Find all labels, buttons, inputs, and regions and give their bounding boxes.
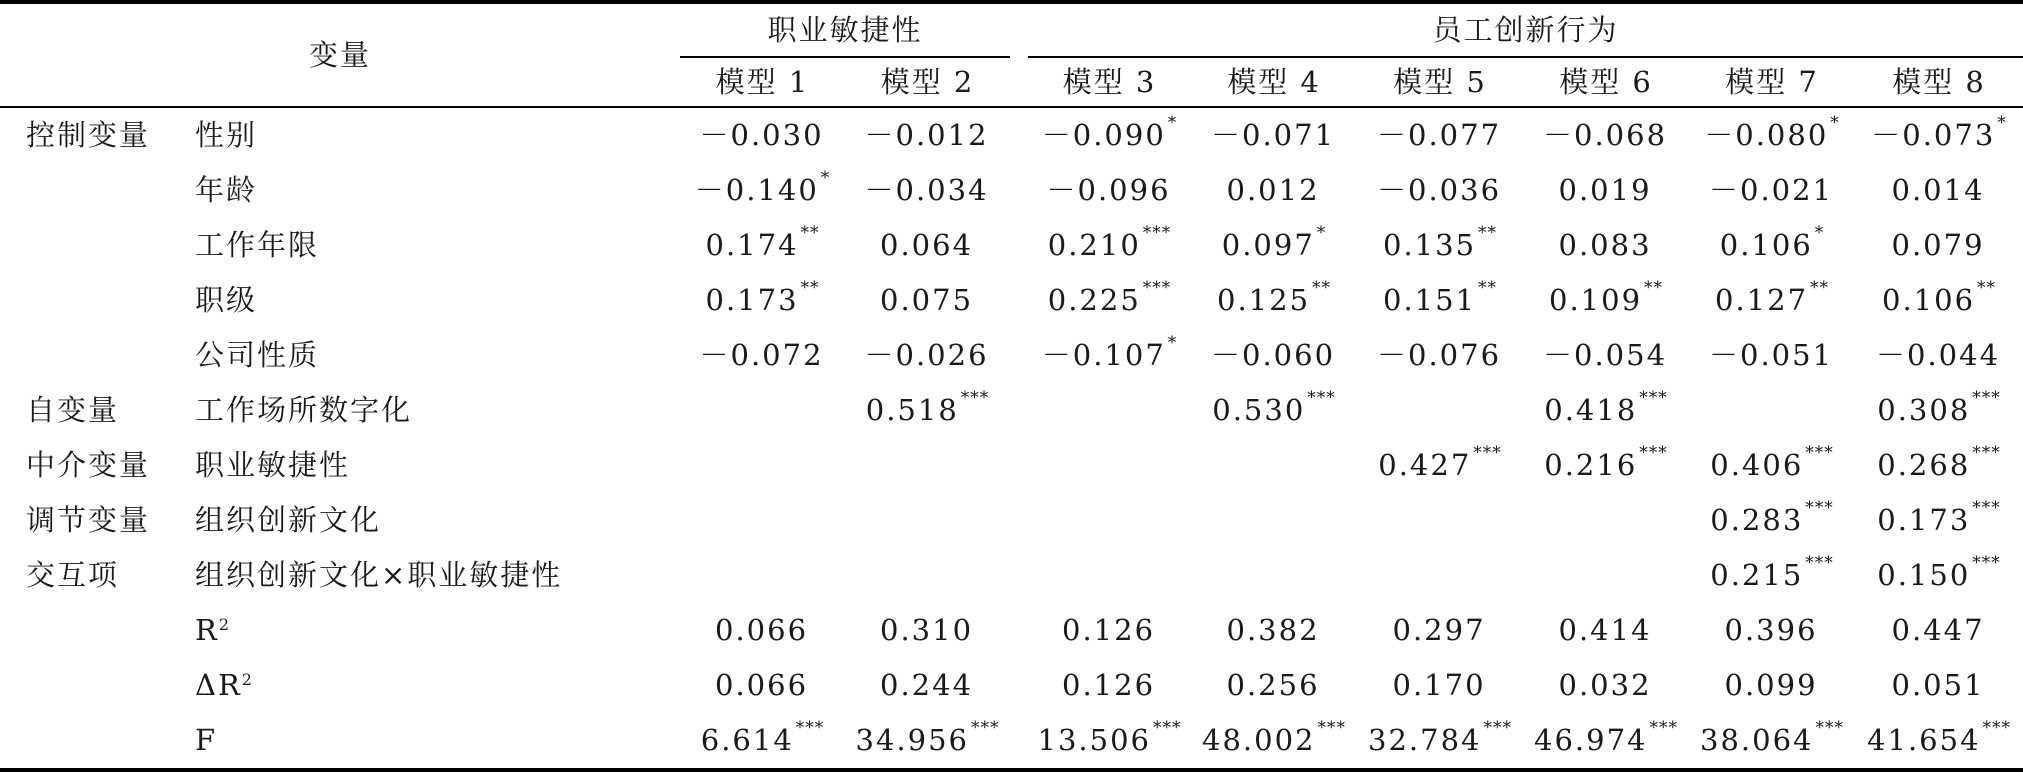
table-row <box>0 548 2023 603</box>
significance-stars: ** <box>1478 278 1498 299</box>
table-row <box>0 107 2023 163</box>
table-cell <box>1357 163 1523 218</box>
model-header: 模型 1 <box>680 57 845 107</box>
table-row <box>0 273 2023 328</box>
coefficient-value: 0.447 <box>1891 613 1985 647</box>
significance-stars: ** <box>1644 278 1664 299</box>
significance-stars: *** <box>1972 498 2001 519</box>
table-cell <box>680 493 845 548</box>
coefficient-value: 0.012 <box>1226 173 1320 207</box>
significance-stars: *** <box>1649 718 1679 739</box>
row-variable <box>195 438 680 493</box>
coefficient-value: 41.654 <box>1867 723 1981 757</box>
row-variable <box>195 713 680 770</box>
table-cell <box>680 658 845 713</box>
group-gap <box>1010 383 1028 438</box>
significance-stars: *** <box>1972 553 2001 574</box>
coefficient-value: 0.244 <box>880 668 974 702</box>
row-variable-label: F <box>195 723 218 757</box>
row-variable <box>195 218 680 273</box>
coefficient-value: 0.530 <box>1212 393 1306 427</box>
coefficient-value: 0.126 <box>1062 613 1156 647</box>
coefficient-value: 0.150 <box>1877 558 1971 592</box>
table-cell <box>1523 107 1689 163</box>
table-cell <box>1028 658 1191 713</box>
row-category <box>0 218 195 273</box>
coefficient-value: －0.026 <box>864 338 989 372</box>
coefficient-value: 0.210 <box>1047 228 1141 262</box>
model-header: 模型 2 <box>845 57 1010 107</box>
table-cell <box>1191 548 1357 603</box>
group-gap <box>1010 107 1028 163</box>
group-gap <box>1010 273 1028 328</box>
table-cell <box>1855 218 2023 273</box>
table-cell <box>1191 273 1357 328</box>
table-cell <box>1191 328 1357 383</box>
superscript: 2 <box>218 615 232 634</box>
model-header: 模型 8 <box>1855 57 2023 107</box>
group-gap <box>1010 603 1028 658</box>
row-variable <box>195 603 680 658</box>
table-cell <box>1523 603 1689 658</box>
table-cell <box>845 107 1010 163</box>
table-row <box>0 218 2023 273</box>
significance-stars: * <box>1167 333 1178 354</box>
group-gap <box>1010 713 1028 770</box>
table-cell <box>1191 658 1357 713</box>
significance-stars: *** <box>795 718 825 739</box>
significance-stars: *** <box>1142 278 1172 299</box>
row-variable <box>195 163 680 218</box>
table-cell <box>1689 383 1855 438</box>
coefficient-value: 0.083 <box>1558 228 1652 262</box>
row-category <box>0 328 195 383</box>
coefficient-value: 0.170 <box>1392 668 1486 702</box>
row-variable-label: 职级 <box>195 283 258 317</box>
coefficient-value: 0.125 <box>1217 283 1311 317</box>
table-cell <box>1357 548 1523 603</box>
group-gap <box>1010 548 1028 603</box>
table-cell <box>1689 713 1855 770</box>
coefficient-value: －0.071 <box>1211 118 1336 152</box>
table-cell <box>1689 603 1855 658</box>
table-cell <box>1191 163 1357 218</box>
significance-stars: *** <box>1805 498 1834 519</box>
coefficient-value: 0.075 <box>880 283 974 317</box>
coefficient-value: 38.064 <box>1700 723 1814 757</box>
significance-stars: *** <box>1639 443 1668 464</box>
table-cell <box>1523 163 1689 218</box>
table-cell <box>680 548 845 603</box>
table-cell <box>1523 218 1689 273</box>
coefficient-value: 0.173 <box>705 283 799 317</box>
coefficient-value: －0.034 <box>864 173 989 207</box>
group-header-career-agility: 职业敏捷性 <box>680 2 1010 57</box>
table-cell <box>1357 493 1523 548</box>
table-cell <box>1191 713 1357 770</box>
row-variable <box>195 548 680 603</box>
table-cell <box>1523 658 1689 713</box>
coefficient-value: 0.427 <box>1378 448 1472 482</box>
coefficient-value: －0.030 <box>699 118 824 152</box>
row-variable-label: R <box>195 613 219 647</box>
table-body <box>0 107 2023 770</box>
coefficient-value: 0.215 <box>1710 558 1804 592</box>
significance-stars: *** <box>960 388 990 409</box>
group-gap <box>1010 163 1028 218</box>
table-cell <box>1855 438 2023 493</box>
table-cell <box>1357 603 1523 658</box>
table-cell <box>1357 273 1523 328</box>
table-cell <box>1028 107 1191 163</box>
coefficient-value: 34.956 <box>855 723 970 757</box>
table-cell <box>1191 603 1357 658</box>
group-gap <box>1010 493 1028 548</box>
table-cell <box>1028 493 1191 548</box>
model-header: 模型 7 <box>1689 57 1855 107</box>
table-cell <box>1191 218 1357 273</box>
significance-stars: ** <box>800 278 820 299</box>
coefficient-value: －0.077 <box>1377 118 1502 152</box>
table-cell <box>845 548 1010 603</box>
significance-stars: *** <box>1473 443 1502 464</box>
significance-stars: * <box>820 168 831 189</box>
coefficient-value: 6.614 <box>700 723 794 757</box>
significance-stars: *** <box>1153 718 1182 739</box>
row-variable-label: 职业敏捷性 <box>195 448 351 482</box>
table-cell <box>1689 328 1855 383</box>
table-cell <box>680 438 845 493</box>
significance-stars: ** <box>1478 223 1498 244</box>
coefficient-value: －0.060 <box>1211 338 1336 372</box>
table-cell <box>1689 273 1855 328</box>
significance-stars: * <box>1997 113 2007 134</box>
table-cell <box>680 218 845 273</box>
row-variable <box>195 383 680 438</box>
table-cell <box>1191 493 1357 548</box>
coefficient-value: 0.014 <box>1891 173 1985 207</box>
table-cell <box>845 603 1010 658</box>
coefficient-value: 0.064 <box>880 228 974 262</box>
significance-stars: ** <box>1977 278 1997 299</box>
superscript: 2 <box>241 670 254 689</box>
row-variable <box>195 328 680 383</box>
coefficient-value: 0.173 <box>1877 503 1971 537</box>
significance-stars: * <box>1167 113 1178 134</box>
significance-stars: *** <box>1805 443 1834 464</box>
coefficient-value: 0.382 <box>1226 613 1320 647</box>
table-cell <box>1855 107 2023 163</box>
coefficient-value: 0.079 <box>1891 228 1985 262</box>
coefficient-value: 0.308 <box>1877 393 1971 427</box>
table-cell <box>1689 438 1855 493</box>
row-category: 自变量 <box>26 393 120 427</box>
table-cell <box>1855 548 2023 603</box>
row-variable <box>195 658 680 713</box>
table-cell <box>1028 548 1191 603</box>
row-variable-label: ΔR <box>195 668 242 702</box>
row-category <box>0 658 195 713</box>
coefficient-value: －0.072 <box>699 338 824 372</box>
table-row <box>0 658 2023 713</box>
significance-stars: *** <box>1142 223 1172 244</box>
row-variable-label: 公司性质 <box>195 338 320 372</box>
coefficient-value: 0.283 <box>1710 503 1804 537</box>
coefficient-value: 48.002 <box>1202 723 1316 757</box>
coefficient-value: 0.256 <box>1226 668 1320 702</box>
table-cell <box>845 218 1010 273</box>
model-header: 模型 6 <box>1523 57 1689 107</box>
coefficient-value: －0.096 <box>1046 173 1171 207</box>
coefficient-value: －0.107 <box>1041 338 1166 372</box>
coefficient-value: －0.076 <box>1377 338 1502 372</box>
row-variable <box>195 493 680 548</box>
table-cell <box>1689 107 1855 163</box>
group-gap <box>1010 2 1028 57</box>
table-cell <box>1028 218 1191 273</box>
significance-stars: *** <box>1639 388 1668 409</box>
row-category <box>0 163 195 218</box>
row-variable-label: 工作年限 <box>195 228 320 262</box>
table-cell <box>1357 713 1523 770</box>
significance-stars: *** <box>1307 388 1336 409</box>
row-category <box>0 273 195 328</box>
coefficient-value: 46.974 <box>1534 723 1648 757</box>
table-cell <box>845 163 1010 218</box>
table-row <box>0 603 2023 658</box>
table-cell <box>1855 273 2023 328</box>
table-cell <box>1028 383 1191 438</box>
row-category <box>0 603 195 658</box>
table-cell <box>680 163 845 218</box>
table-cell <box>845 658 1010 713</box>
table-cell <box>1855 713 2023 770</box>
group-gap <box>1010 438 1028 493</box>
coefficient-value: －0.051 <box>1709 338 1834 372</box>
significance-stars: * <box>1830 113 1840 134</box>
model-header: 模型 5 <box>1357 57 1523 107</box>
table-cell <box>680 713 845 770</box>
coefficient-value: 32.784 <box>1368 723 1482 757</box>
table-cell <box>1028 328 1191 383</box>
table-cell <box>1523 438 1689 493</box>
row-variable-label: 组织创新文化 <box>195 503 382 537</box>
coefficient-value: 0.297 <box>1392 613 1486 647</box>
table-cell <box>845 328 1010 383</box>
table-cell <box>1523 493 1689 548</box>
table-cell <box>1028 163 1191 218</box>
group-gap <box>1010 328 1028 383</box>
table-cell <box>845 273 1010 328</box>
group-gap <box>1010 218 1028 273</box>
coefficient-value: －0.140 <box>694 173 819 207</box>
significance-stars: * <box>1814 223 1825 244</box>
coefficient-value: 0.097 <box>1221 228 1315 262</box>
table-row <box>0 163 2023 218</box>
coefficient-value: 0.396 <box>1724 613 1818 647</box>
row-category: 交互项 <box>26 558 120 592</box>
table-cell <box>845 493 1010 548</box>
coefficient-value: 0.106 <box>1882 283 1976 317</box>
row-category <box>0 713 195 770</box>
table-cell <box>1523 713 1689 770</box>
coefficient-value: －0.068 <box>1543 118 1668 152</box>
table-cell <box>680 107 845 163</box>
table-cell <box>1028 713 1191 770</box>
significance-stars: *** <box>1815 718 1845 739</box>
coefficient-value: 0.127 <box>1715 283 1809 317</box>
table-cell <box>1028 603 1191 658</box>
table-cell <box>1689 493 1855 548</box>
coefficient-value: 0.032 <box>1558 668 1652 702</box>
row-category: 调节变量 <box>26 503 151 537</box>
row-variable-label: 性别 <box>195 118 258 152</box>
table-cell <box>1028 273 1191 328</box>
coefficient-value: 0.268 <box>1877 448 1971 482</box>
model-header: 模型 4 <box>1191 57 1357 107</box>
coefficient-value: －0.044 <box>1876 338 2001 372</box>
table-cell <box>1523 273 1689 328</box>
variable-header: 变量 <box>0 2 680 107</box>
table-cell <box>1689 658 1855 713</box>
table-cell <box>845 438 1010 493</box>
table-cell <box>1357 328 1523 383</box>
coefficient-value: 13.506 <box>1037 723 1152 757</box>
table-row <box>0 438 2023 493</box>
table-cell <box>845 383 1010 438</box>
coefficient-value: 0.225 <box>1047 283 1141 317</box>
coefficient-value: 0.414 <box>1558 613 1652 647</box>
table-cell <box>1855 603 2023 658</box>
coefficient-value: 0.106 <box>1719 228 1813 262</box>
table-cell <box>1523 328 1689 383</box>
table-cell <box>1191 383 1357 438</box>
table-cell <box>1855 493 2023 548</box>
coefficient-value: 0.019 <box>1558 173 1652 207</box>
table-cell <box>1357 383 1523 438</box>
significance-stars: ** <box>1810 278 1830 299</box>
table-cell <box>1357 218 1523 273</box>
coefficient-value: －0.012 <box>864 118 989 152</box>
significance-stars: *** <box>1972 388 2001 409</box>
significance-stars: *** <box>1982 718 2012 739</box>
coefficient-value: 0.099 <box>1724 668 1818 702</box>
coefficient-value: 0.174 <box>705 228 799 262</box>
table-cell <box>1191 107 1357 163</box>
coefficient-value: 0.406 <box>1710 448 1804 482</box>
coefficient-value: 0.216 <box>1544 448 1638 482</box>
table-cell <box>1855 658 2023 713</box>
table-row <box>0 713 2023 770</box>
coefficient-value: －0.080 <box>1704 118 1829 152</box>
significance-stars: *** <box>1317 718 1347 739</box>
table-row <box>0 328 2023 383</box>
row-variable <box>195 273 680 328</box>
table-cell <box>680 383 845 438</box>
table-cell <box>1357 438 1523 493</box>
table-row <box>0 383 2023 438</box>
coefficient-value: －0.021 <box>1709 173 1834 207</box>
coefficient-value: 0.310 <box>880 613 974 647</box>
row-variable-label: 工作场所数字化 <box>195 393 413 427</box>
coefficient-value: 0.109 <box>1549 283 1643 317</box>
group-gap <box>1010 57 1028 107</box>
significance-stars: *** <box>1483 718 1513 739</box>
table-cell <box>1855 163 2023 218</box>
table-cell <box>680 603 845 658</box>
coefficient-value: 0.135 <box>1383 228 1477 262</box>
significance-stars: *** <box>1805 553 1834 574</box>
coefficient-value: 0.066 <box>715 668 809 702</box>
significance-stars: * <box>1316 223 1327 244</box>
row-variable <box>195 107 680 163</box>
significance-stars: ** <box>800 223 820 244</box>
table-cell <box>1689 163 1855 218</box>
coefficient-value: －0.090 <box>1041 118 1166 152</box>
table-cell <box>1191 438 1357 493</box>
table-cell <box>1028 438 1191 493</box>
row-category: 控制变量 <box>26 118 151 152</box>
coefficient-value: 0.051 <box>1891 668 1985 702</box>
row-variable-label: 年龄 <box>195 173 258 207</box>
row-category: 中介变量 <box>26 448 151 482</box>
table-cell <box>1523 383 1689 438</box>
table-cell <box>845 713 1010 770</box>
coefficient-value: －0.073 <box>1871 118 1996 152</box>
model-header: 模型 3 <box>1028 57 1191 107</box>
table-cell <box>1689 548 1855 603</box>
row-variable-label: 组织创新文化×职业敏捷性 <box>195 558 563 592</box>
table-cell <box>1523 548 1689 603</box>
table-cell <box>1357 107 1523 163</box>
significance-stars: ** <box>1312 278 1332 299</box>
table-cell <box>680 328 845 383</box>
group-gap <box>1010 658 1028 713</box>
table-cell <box>1357 658 1523 713</box>
coefficient-value: 0.126 <box>1062 668 1156 702</box>
table-cell <box>680 273 845 328</box>
table-row <box>0 493 2023 548</box>
table-cell <box>1689 218 1855 273</box>
coefficient-value: 0.151 <box>1383 283 1477 317</box>
significance-stars: *** <box>971 718 1000 739</box>
significance-stars: *** <box>1972 443 2001 464</box>
table-cell <box>1855 383 2023 438</box>
table-cell <box>1855 328 2023 383</box>
coefficient-value: －0.054 <box>1543 338 1668 372</box>
coefficient-value: －0.036 <box>1377 173 1502 207</box>
group-header-innovation-behavior: 员工创新行为 <box>1028 2 2023 57</box>
coefficient-value: 0.518 <box>865 393 959 427</box>
coefficient-value: 0.066 <box>715 613 809 647</box>
coefficient-value: 0.418 <box>1544 393 1638 427</box>
